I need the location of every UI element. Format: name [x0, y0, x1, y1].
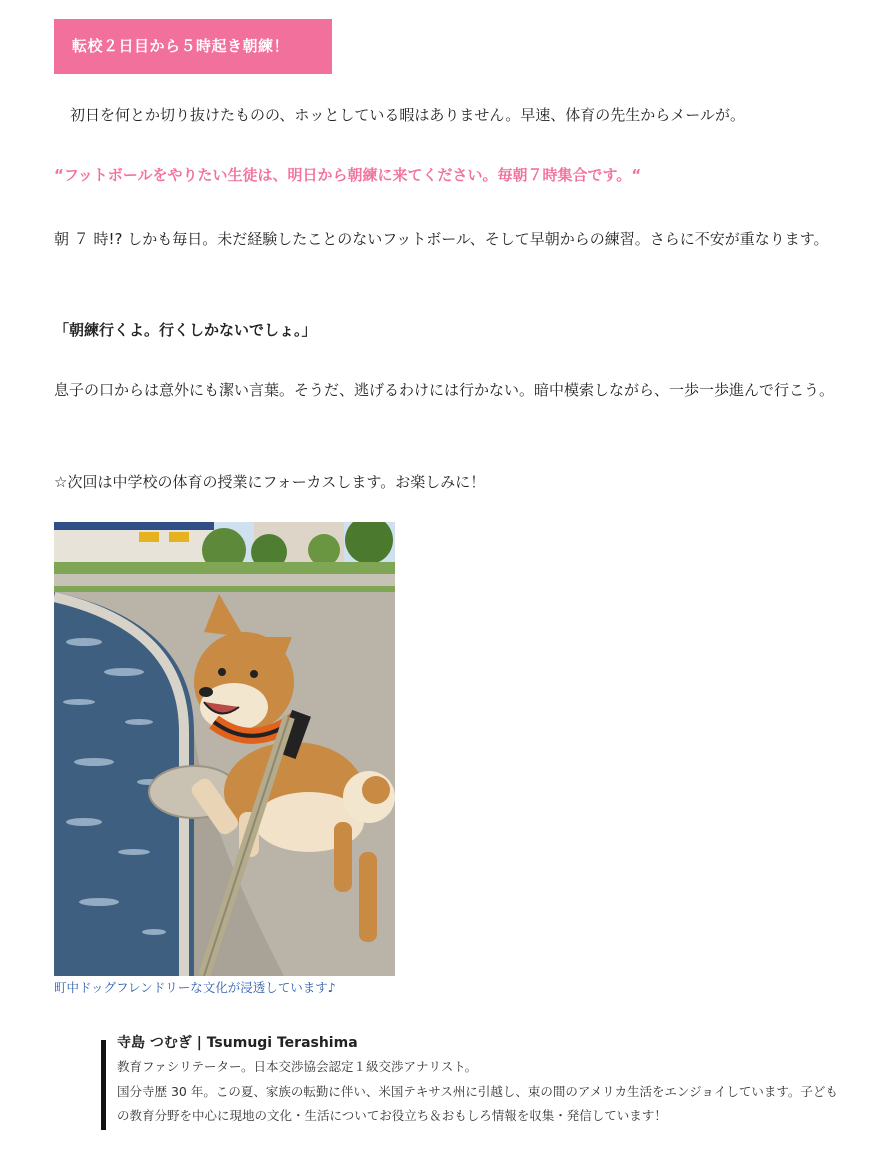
son-reply: 「朝練行くよ。行くしかないでしょ。」 — [54, 321, 317, 339]
author-bio: 国分寺歴 30 年。この夏、家族の転勤に伴い、米国テキサス州に引越し、束の間のアメリカ生活をエンジョイしています。子どもの教育分野を中心に現地の文化・生活についてお役立ち＆おもしろ情報を収集・発信しています！ — [117, 1084, 838, 1123]
author-name: 寺島 つむぎ | Tsumugi Terashima — [117, 1035, 358, 1051]
photo-caption: 町中ドッグフレンドリーな文化が浸透しています♪ — [54, 980, 336, 995]
article-heading: 転校２日目から５時起き朝練！ — [54, 19, 332, 74]
paragraph-intro: 初日を何とか切り抜けたものの、ホッとしている暇はありません。早速、体育の先生からメールが。 — [70, 106, 746, 124]
next-episode-note: ☆次回は中学校の体育の授業にフォーカスします。お楽しみに！ — [54, 473, 486, 491]
paragraph-surprise: 朝 ７ 時!? しかも毎日。未だ経験したことのないフットボール、そして早朝からの練習。さらに不安が重なります。 — [54, 230, 829, 248]
author-title: 教育ファシリテーター。日本交渉協会認定１級交渉アナリスト。 — [117, 1059, 478, 1074]
author-accent-bar — [101, 1040, 106, 1130]
teacher-quote: “フットボールをやりたい生徒は、明日から朝練に来てください。毎朝７時集合です。“ — [54, 166, 642, 184]
shiba-dog-photo — [54, 522, 395, 976]
paragraph-resolve: 息子の口からは意外にも潔い言葉。そうだ、逃げるわけには行かない。暗中模索しながら、一歩一歩進んで行こう。 — [54, 381, 835, 399]
